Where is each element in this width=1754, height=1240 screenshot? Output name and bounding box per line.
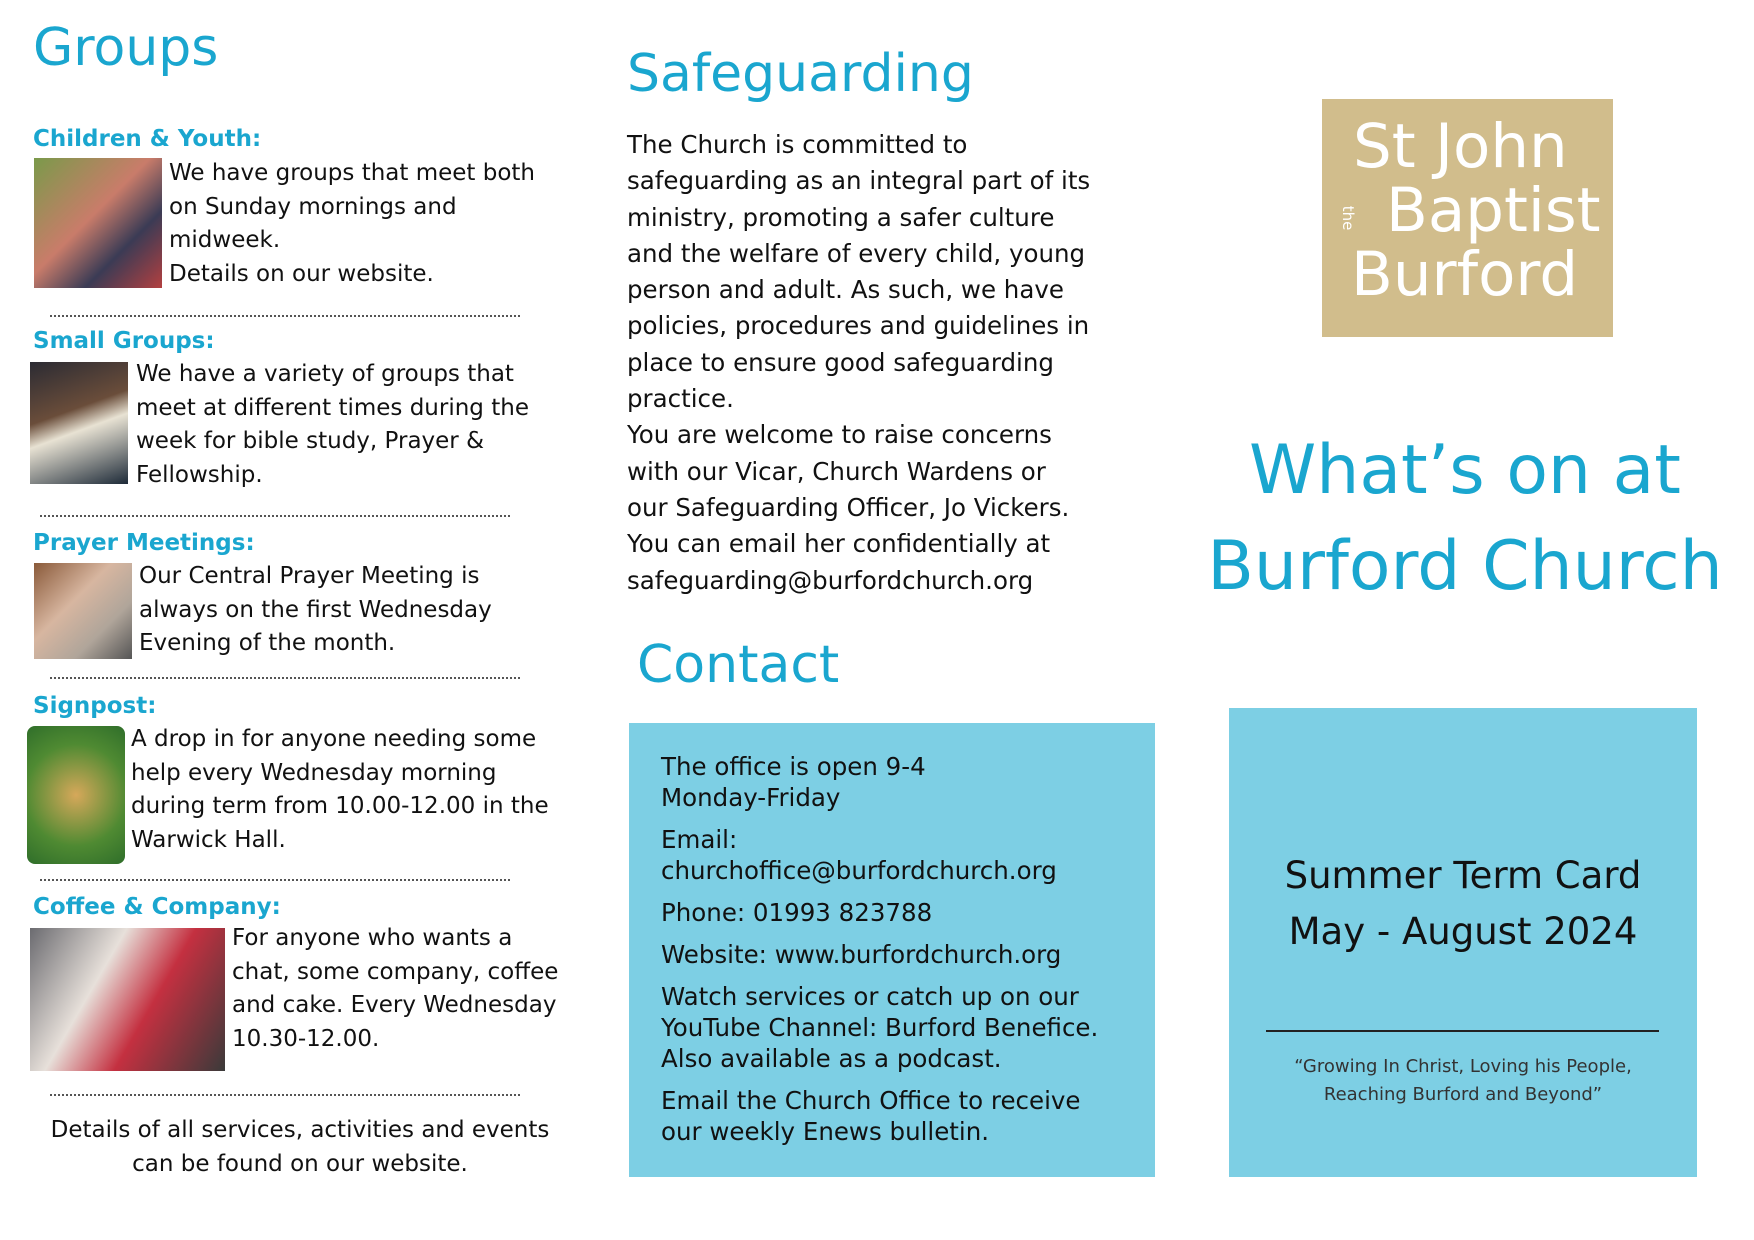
motto-line: “Growing In Christ, Loving his People,: [1294, 1056, 1632, 1077]
contact-item: [661, 897, 1155, 928]
safeguarding-line: our Safeguarding Officer, Jo Vickers.: [627, 492, 1070, 522]
description-line: We have a variety of groups that: [136, 361, 514, 387]
groups-title: Groups: [33, 18, 219, 78]
dotted-divider: [50, 677, 520, 679]
bible-study-photo: [30, 362, 128, 484]
term-line: May - August 2024: [1288, 910, 1638, 953]
children-photo: [34, 158, 162, 288]
safeguarding-line: You are welcome to raise concerns: [627, 420, 1052, 450]
description-line: meet at different times during the: [136, 394, 529, 421]
safeguarding-line: person and adult. As such, we have: [627, 275, 1064, 305]
footer-line: Details of all services, activities and events: [50, 1117, 550, 1143]
description-line: Details on our website.: [169, 260, 434, 287]
contact-line: Phone: 01993 823788: [661, 898, 933, 927]
contact-line: churchoffice@burfordchurch.org: [661, 856, 1057, 885]
safeguarding-line: safeguarding@burfordchurch.org: [627, 565, 1034, 595]
cover-title-line: What’s on at: [1249, 431, 1681, 510]
signpost-image: [27, 726, 125, 864]
group-heading: Signpost:: [33, 693, 157, 719]
description-line: and cake. Every Wednesday: [232, 992, 557, 1018]
description-line: 10.30-12.00.: [232, 1025, 380, 1052]
group-description: [169, 157, 535, 291]
dotted-divider: [40, 515, 510, 517]
safeguarding-line: ministry, promoting a safer culture: [627, 202, 1055, 232]
group-description: [131, 723, 549, 857]
term-box: [1229, 708, 1697, 1177]
group-heading: Prayer Meetings:: [33, 530, 255, 556]
contact-title: Contact: [637, 635, 840, 695]
contact-item: [661, 1085, 1155, 1147]
description-line: chat, some company, coffee: [232, 958, 559, 985]
safeguarding-title: Safeguarding: [627, 44, 974, 104]
cover-title: [1200, 423, 1730, 615]
description-line: Our Central Prayer Meeting is: [139, 563, 480, 589]
group-heading: Coffee & Company:: [33, 894, 281, 920]
description-line: A drop in for anyone needing some: [131, 726, 537, 752]
motto-line: Reaching Burford and Beyond”: [1323, 1084, 1603, 1105]
motto: [1229, 1053, 1697, 1109]
footer-line: can be found on our website.: [132, 1150, 468, 1177]
description-line: help every Wednesday morning: [131, 759, 497, 786]
description-line: during term from 10.00-12.00 in the: [131, 793, 549, 819]
term-title: [1229, 848, 1697, 960]
contact-line: Email:: [661, 825, 738, 854]
contact-item: [661, 824, 1155, 886]
group-heading: Small Groups:: [33, 328, 215, 354]
contact-box: [629, 723, 1155, 1177]
description-line: Warwick Hall.: [131, 826, 286, 853]
coffee-photo: [30, 928, 225, 1071]
contact-line: Website: www.burfordchurch.org: [661, 940, 1062, 969]
dotted-divider: [50, 1094, 520, 1096]
divider: [1266, 1030, 1659, 1032]
term-line: Summer Term Card: [1284, 854, 1642, 897]
safeguarding-line: and the welfare of every child, young: [627, 238, 1086, 268]
contact-line: Monday-Friday: [661, 783, 841, 812]
contact-line: YouTube Channel: Burford Benefice.: [661, 1013, 1099, 1042]
description-line: Fellowship.: [136, 461, 263, 488]
description-line: week for bible study, Prayer &: [136, 428, 485, 454]
dotted-divider: [40, 879, 510, 881]
church-logo: [1322, 99, 1613, 337]
safeguarding-line: safeguarding as an integral part of its: [627, 166, 1091, 196]
logo-small: the: [1339, 205, 1357, 231]
groups-footer: [30, 1114, 570, 1181]
group-description: [232, 922, 558, 1056]
logo-line: Baptist: [1386, 175, 1601, 246]
contact-line: Email the Church Office to receive: [661, 1086, 1081, 1115]
group-description: [139, 560, 492, 661]
cover-title-line: Burford Church: [1207, 527, 1723, 606]
safeguarding-line: The Church is committed to: [627, 130, 968, 159]
logo-line: St John: [1353, 111, 1568, 182]
contact-line: Watch services or catch up on our: [661, 982, 1079, 1011]
contact-item: [661, 939, 1155, 970]
group-description: [136, 358, 529, 492]
safeguarding-text: [627, 127, 1090, 599]
contact-line: Also available as a podcast.: [661, 1044, 1002, 1073]
description-line: on Sunday mornings and: [169, 193, 457, 220]
safeguarding-line: You can email her confidentially at: [627, 529, 1051, 559]
prayer-photo: [34, 563, 132, 659]
contact-item: [661, 981, 1155, 1074]
logo-line: Burford: [1351, 239, 1579, 310]
safeguarding-line: policies, procedures and guidelines in: [627, 311, 1090, 341]
dotted-divider: [50, 315, 520, 317]
description-line: We have groups that meet both: [169, 160, 536, 186]
safeguarding-line: with our Vicar, Church Wardens or: [627, 456, 1046, 486]
description-line: For anyone who wants a: [232, 925, 513, 951]
contact-line: our weekly Enews bulletin.: [661, 1117, 990, 1146]
group-heading: Children & Youth:: [33, 126, 262, 152]
description-line: Evening of the month.: [139, 630, 396, 656]
description-line: always on the first Wednesday: [139, 596, 492, 623]
contact-line: The office is open 9-4: [661, 752, 926, 781]
description-line: midweek.: [169, 227, 281, 253]
safeguarding-line: practice.: [627, 384, 734, 414]
contact-item: [661, 751, 1155, 813]
safeguarding-line: place to ensure good safeguarding: [627, 347, 1054, 377]
